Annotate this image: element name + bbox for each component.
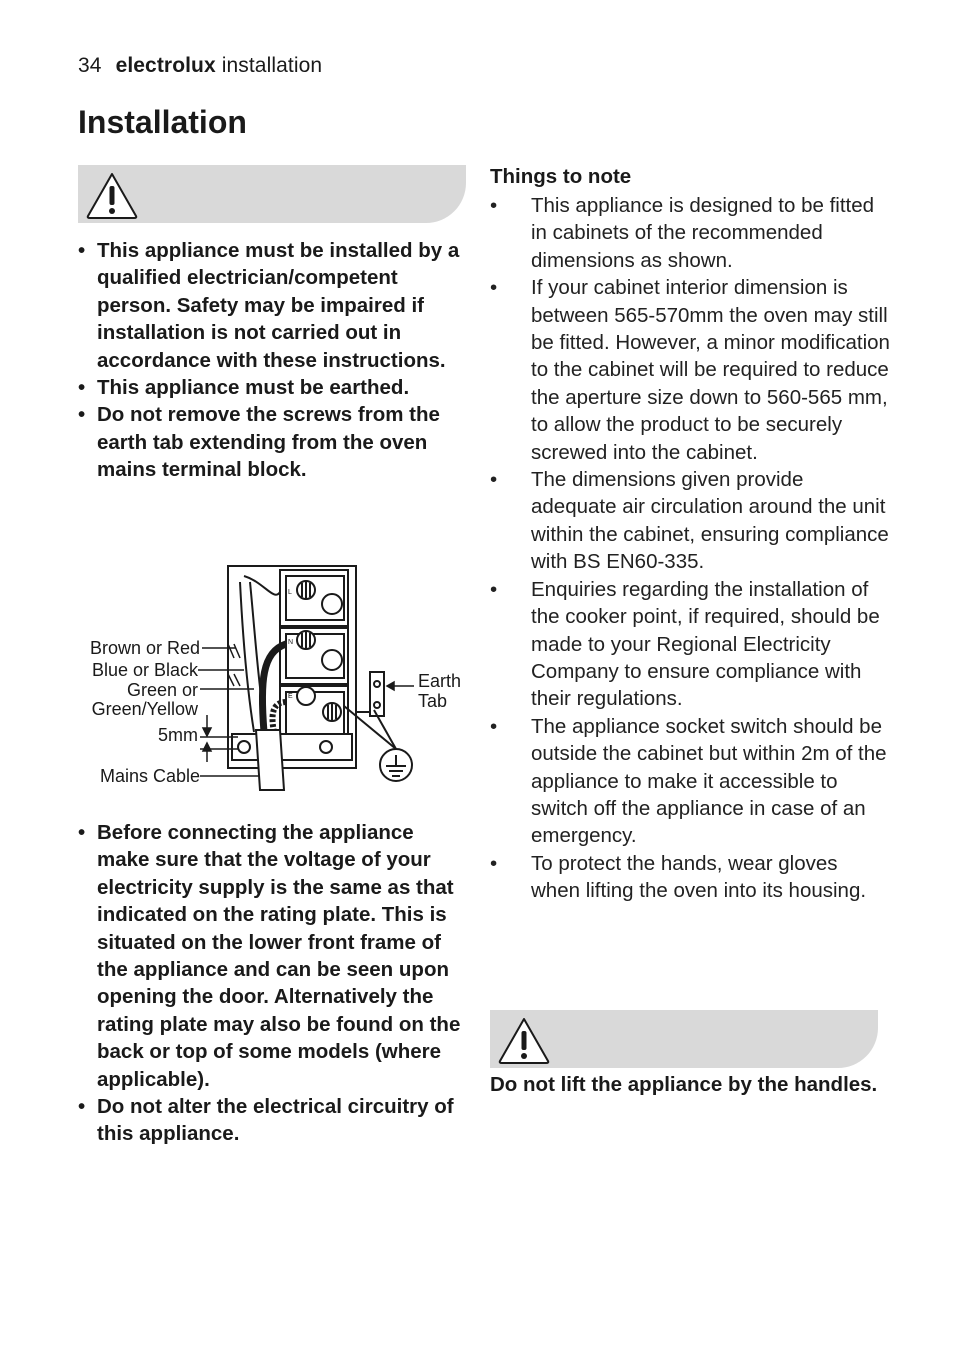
safety-warning-list	[78, 237, 468, 484]
label-tab: Tab	[418, 691, 448, 711]
warning-triangle-icon	[496, 1015, 552, 1065]
brand-name: electrolux	[115, 54, 216, 77]
terminal-mark-l: L	[288, 589, 292, 596]
list-item: • The dimensions given provide adequate air circulation around the unit within the cabinet, ensuring compliance with BS EN60-335.	[490, 466, 890, 576]
mains-cable	[256, 730, 284, 790]
page-number: 34	[78, 54, 102, 77]
list-item: • This appliance must be installed by a qualified electrician/competent person. Safety may be impaired if installation is not carried out in accordance with these instructions.	[78, 237, 468, 374]
label-mains-cable: Mains Cable	[99, 766, 200, 786]
page-header	[78, 54, 322, 78]
label-5mm: 5mm	[158, 725, 198, 745]
list-item: • The appliance socket switch should be outside the cabinet but within 2m of the appliance to make it accessible to switch off the appliance in case of an emergency.	[490, 713, 890, 850]
list-item: • Before connecting the appliance make sure that the voltage of your electricity supply is the same as that indicated on the rating plate. This is situated on the lower front frame of the appliance and can be seen upon opening the door. Alternatively the rating plate may also be found on the back or top of some models (where applicable).	[78, 819, 468, 1093]
earth-tab	[356, 672, 384, 716]
section-name: installation	[221, 54, 323, 77]
list-item: • If your cabinet interior dimension is between 565-570mm the oven may still be fitted. However, a minor modification to the cabinet will be required to reduce the aperture size down to 560-565 mm, to allow the product to be securely screwed into the cabinet.	[490, 274, 890, 466]
list-item: • This appliance is designed to be fitted in cabinets of the recommended dimensions as shown.	[490, 192, 890, 274]
list-item: • Enquiries regarding the installation of the cooker point, if required, should be made to your Regional Electricity Company to ensure compliance with their regulations.	[490, 576, 890, 713]
lift-warning-text: Do not lift the appliance by the handles.	[490, 1073, 878, 1096]
things-to-note-list	[490, 192, 890, 905]
warning-band-right	[490, 1010, 878, 1068]
warning-triangle-icon	[84, 170, 140, 220]
label-green-yellow: Green/Yellow	[91, 699, 198, 719]
page-title: Installation	[78, 104, 247, 140]
label-earth: Earth	[418, 671, 462, 691]
warning-band-left	[78, 165, 466, 223]
list-item: • This appliance must be earthed.	[78, 374, 468, 401]
list-item: • To protect the hands, wear gloves when lifting the oven into its housing.	[490, 850, 890, 905]
label-blue-or-black: Blue or Black	[91, 660, 198, 680]
label-green-or: Green or	[126, 680, 198, 700]
earth-symbol-icon	[380, 749, 412, 781]
label-brown-or-red: Brown or Red	[89, 638, 200, 658]
terminal-block-diagram	[74, 562, 474, 792]
things-to-note-heading: Things to note	[490, 165, 632, 188]
list-item: • Do not remove the screws from the earth tab extending from the oven mains terminal block.	[78, 401, 468, 483]
connection-warning-list	[78, 819, 468, 1148]
terminal-mark-n: N	[288, 639, 294, 646]
terminal-mark-e: E	[288, 693, 293, 700]
list-item: • Do not alter the electrical circuitry of this appliance.	[78, 1093, 468, 1148]
